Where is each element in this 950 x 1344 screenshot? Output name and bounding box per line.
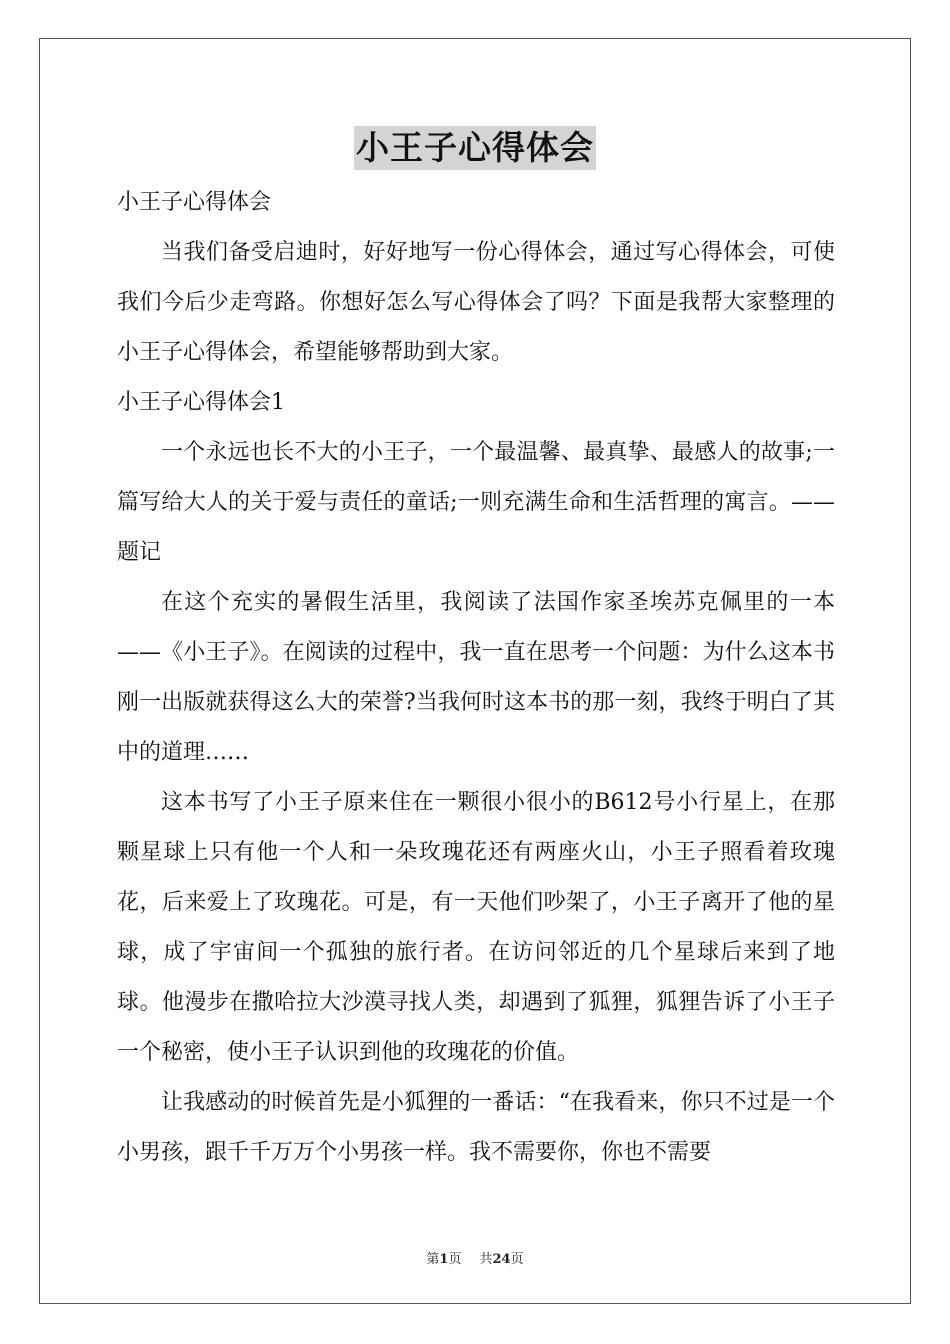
document-title: 小王子心得体会 bbox=[354, 126, 596, 170]
body-paragraph: 当我们备受启迪时，好好地写一份心得体会，通过写心得体会，可使我们今后少走弯路。你想好怎么写心得体会了吗？下面是我帮大家整理的小王子心得体会，希望能够帮助到大家。 bbox=[117, 240, 835, 365]
page-number: 1 bbox=[439, 1252, 449, 1267]
section-heading: 小王子心得体会1 bbox=[117, 390, 285, 415]
body-paragraph: 让我感动的时候首先是小狐狸的一番话：“在我看来，你只不过是一个小男孩，跟千千万万个小男孩一样。我不需要你，你也不需要 bbox=[117, 1090, 835, 1165]
page-indicator: 第1页 bbox=[426, 1252, 462, 1267]
body-paragraph: 这本书写了小王子原来住在一颗很小很小的B612号小行星上，在那颗星球上只有他一个人和一朵玫瑰花还有两座火山，小王子照看着玫瑰花，后来爱上了玫瑰花。可是，有一天他们吵架了，小王子离开了他的星球，成了宇宙间一个孤独的旅行者。在访问邻近的几个星球后来到了地球。他漫步在撒哈拉大沙漠寻找人类，却遇到了狐狸，狐狸告诉了小王子一个秘密，使小王子认识到他的玫瑰花的价值。 bbox=[117, 790, 835, 1065]
body-paragraph: 一个永远也长不大的小王子，一个最温馨、最真挚、最感人的故事;一篇写给大人的关于爱与责任的童话;一则充满生命和生活哲理的寓言。——题记 bbox=[117, 440, 835, 565]
page-footer bbox=[0, 1248, 950, 1267]
section-heading: 小王子心得体会 bbox=[117, 190, 272, 215]
document-body bbox=[117, 178, 835, 1178]
title-container bbox=[0, 126, 950, 170]
body-paragraph: 在这个充实的暑假生活里，我阅读了法国作家圣埃苏克佩里的一本——《小王子》。在阅读的过程中，我一直在思考一个问题：为什么这本书刚一出版就获得这么大的荣誉?当我何时这本书的那一刻，我终于明白了其中的道理…… bbox=[117, 590, 835, 765]
total-pages-indicator: 共24页 bbox=[479, 1252, 524, 1267]
total-pages: 24 bbox=[492, 1252, 511, 1267]
